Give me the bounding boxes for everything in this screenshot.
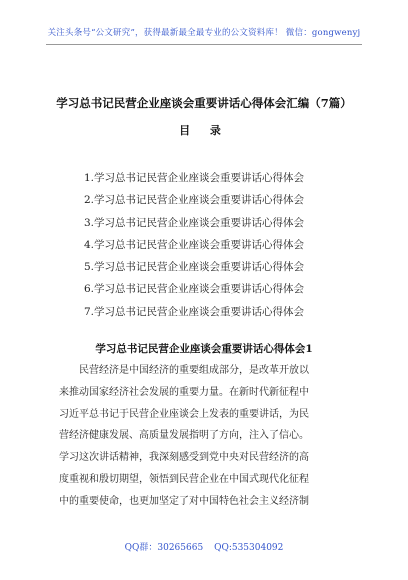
header-divider <box>46 44 362 45</box>
header-promo-note: 关注头条号“公文研究”，获得最新最全最专业的公文资料库！ 微信：gongwenyj <box>47 28 361 38</box>
body-line: 学习这次讲话精神，我深刻感受到党中央对民营经济的高 <box>59 452 309 464</box>
toc-item-1[interactable]: 1.学习总书记民营企业座谈会重要讲话心得体会 <box>84 172 305 184</box>
toc-item-5[interactable]: 5.学习总书记民营企业座谈会重要讲话心得体会 <box>84 261 305 274</box>
body-line: 营经济健康发展、高质量发展指明了方向，注入了信心。 <box>59 430 309 442</box>
body-line: 来推动国家经济社会发展的重要力量。在新时代新征程中 <box>59 386 309 398</box>
body-line: 习近平总书记于民营企业座谈会上发表的重要讲话，为民 <box>59 408 309 420</box>
footer-qq-group: QQ群：30265665 <box>124 543 204 553</box>
footer-qq: QQ:535304092 <box>214 543 284 553</box>
toc-item-2[interactable]: 2.学习总书记民营企业座谈会重要讲话心得体会 <box>84 194 305 207</box>
toc-heading: 目 录 <box>179 124 229 137</box>
footer-contact <box>0 540 408 553</box>
section-title: 学习总书记民营企业座谈会重要讲话心得体会1 <box>95 343 313 355</box>
body-line: 中的重要使命，也更加坚定了对中国特色社会主义经济制 <box>59 495 309 507</box>
body-line: 民营经济是中国经济的重要组成部分，是改革开放以 <box>59 365 309 376</box>
body-paragraph <box>59 360 358 513</box>
toc-item-4[interactable]: 4.学习总书记民营企业座谈会重要讲话心得体会 <box>84 238 305 251</box>
body-line: 度重视和殷切期望，领悟到民营企业在中国式现代化征程 <box>59 473 309 485</box>
document-title: 学习总书记民营企业座谈会重要讲话心得体会汇编（7篇） <box>56 96 352 110</box>
table-of-contents <box>84 167 384 323</box>
toc-item-7[interactable]: 7.学习总书记民营企业座谈会重要讲话心得体会 <box>84 305 305 318</box>
toc-item-3[interactable]: 3.学习总书记民营企业座谈会重要讲话心得体会 <box>84 216 305 229</box>
toc-item-6[interactable]: 6.学习总书记民营企业座谈会重要讲话心得体会 <box>84 283 305 296</box>
